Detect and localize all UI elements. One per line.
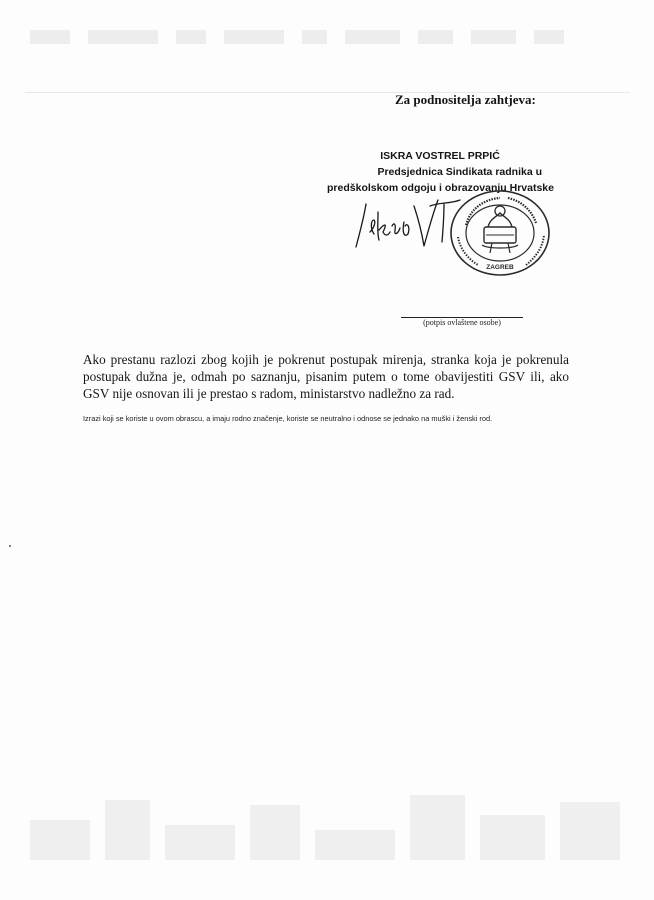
scan-artifact-line xyxy=(25,92,630,93)
signatory-title-line1: Predsjednica Sindikata radnika u xyxy=(377,166,542,178)
handwritten-signature xyxy=(352,192,462,252)
signature-caption: (potpis ovlaštene osobe) xyxy=(423,318,501,327)
signatory-title-line2: predškolskom odgoju i obrazovanju Hrvatske xyxy=(327,182,554,194)
applicant-label: Za podnositelja zahtjeva: xyxy=(395,92,536,107)
stamp-city-label: ZAGREB xyxy=(486,264,514,271)
signatory-name: ISKRA VOSTREL PRPIĆ xyxy=(380,150,500,162)
gender-neutral-note: Izrazi koji se koriste u ovom obrascu, a imaju rodno značenje, koriste se neutralno i odnose se jednako na muški i ženski rod. xyxy=(83,414,493,423)
scan-artifact-bottom xyxy=(30,790,625,865)
scan-artifact-top xyxy=(30,30,630,52)
scan-speck xyxy=(9,545,11,547)
main-paragraph: Ako prestanu razlozi zbog kojih je pokrenut postupak mirenja, stranka koja je pokrenula postupak dužna je, odmah po saznanju, pisanim putem o tome obavijestiti GSV ili, ako GSV nije osnovan ili je prestao s radom, ministarstvo nadležno za rad. xyxy=(83,352,569,401)
official-stamp xyxy=(448,187,556,279)
